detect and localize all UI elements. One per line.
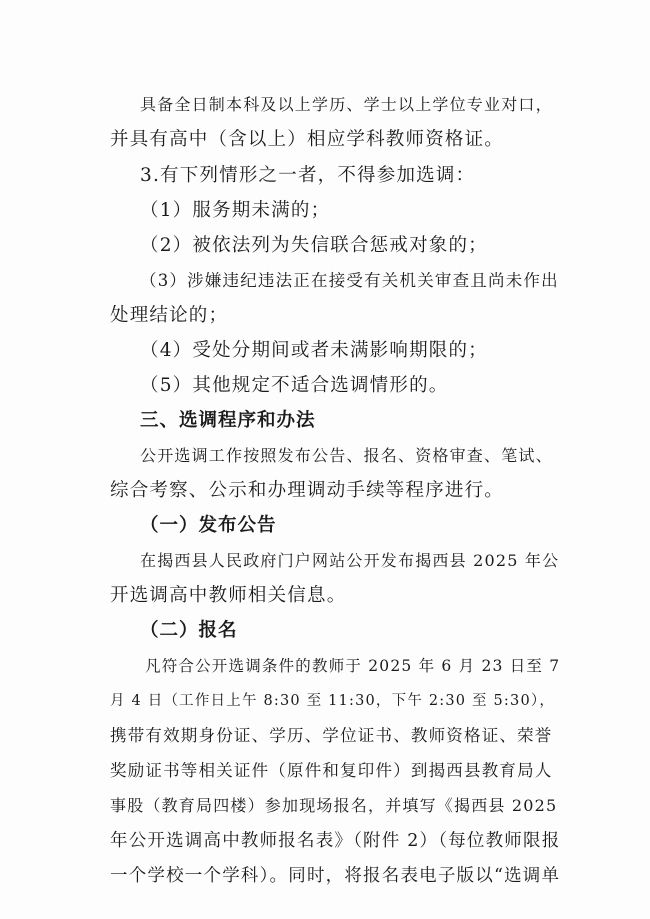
text-line-15: 开选调高中教师相关信息。 bbox=[110, 585, 347, 606]
text-line-5: （2）被依法列为失信联合惩戒对象的； bbox=[140, 235, 488, 256]
section-heading-3: 三、选调程序和办法 bbox=[140, 410, 316, 431]
text-line-2: 并具有高中（含以上）相应学科教师资格证。 bbox=[110, 129, 505, 150]
text-line-12: 综合考察、公示和办理调动手续等程序进行。 bbox=[110, 480, 505, 501]
text-line-14: 在揭西县人民政府门户网站公开发布揭西县 2025 年公 bbox=[140, 551, 560, 570]
text-line-23: 一个学校一个学科）。同时，将报名表电子版以“选调单 bbox=[110, 866, 561, 886]
text-line-4: （1）服务期未满的； bbox=[140, 200, 331, 221]
text-line-7: 处理结论的； bbox=[110, 305, 229, 326]
text-line-8: （4）受处分期间或者未满影响期限的； bbox=[140, 340, 488, 361]
text-line-17: 凡符合公开选调条件的教师于 2025 年 6 月 23 日至 7 bbox=[145, 657, 561, 675]
text-line-18: 月 4 日（工作日上午 8:30 至 11:30，下午 2:30 至 5:30）， bbox=[110, 693, 556, 709]
text-line-21: 事股（教育局四楼）参加现场报名，并填写《揭西县 2025 bbox=[110, 796, 558, 815]
text-line-22: 年公开选调高中教师报名表》（附件 2）（每位教师限报 bbox=[110, 831, 561, 851]
subsection-heading-2: （二）报名 bbox=[140, 620, 238, 641]
text-line-20: 奖励证书等相关证件（原件和复印件）到揭西县教育局人 bbox=[110, 761, 553, 780]
text-line-9: （5）其他规定不适合选调情形的。 bbox=[140, 375, 449, 396]
text-line-6: （3）涉嫌违纪违法正在接受有关机关审查且尚未作出 bbox=[140, 271, 559, 290]
subsection-heading-1: （一）发布公告 bbox=[140, 515, 277, 536]
text-line-3: 3.有下列情形之一者，不得参加选调： bbox=[140, 165, 476, 186]
text-line-1: 具备全日制本科及以上学历、学士以上学位专业对口， bbox=[140, 95, 553, 114]
text-line-11: 公开选调工作按照发布公告、报名、资格审查、笔试、 bbox=[140, 446, 553, 465]
text-line-19: 携带有效期身份证、学历、学位证书、教师资格证、荣誉 bbox=[110, 726, 553, 745]
